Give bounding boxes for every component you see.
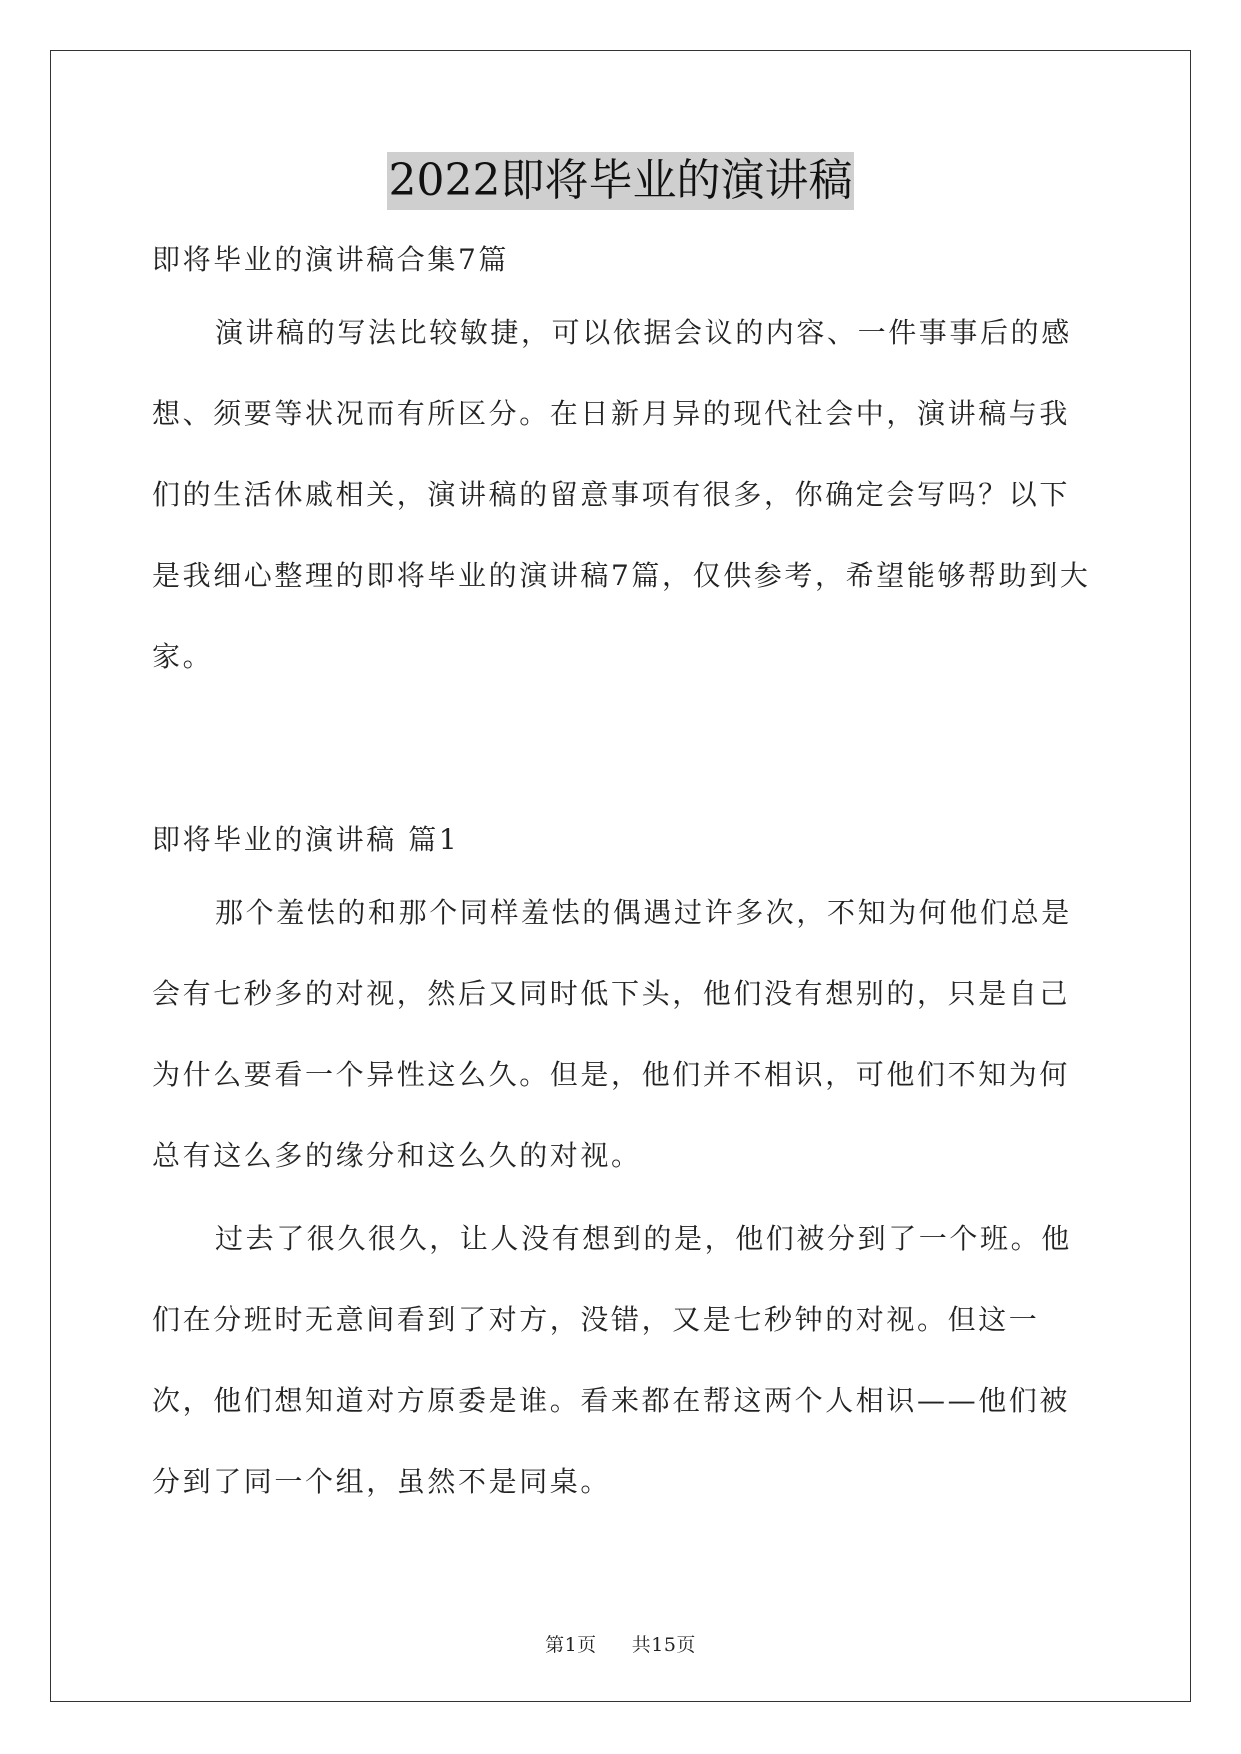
body-paragraph: 那个羞怯的和那个同样羞怯的偶遇过许多次，不知为何他们总是会有七秒多的对视，然后又同时低下头，他们没有想别的，只是自己为什么要看一个异性这么久。但是，他们并不相识，可他们不知为何总有这么多的缘分和这么久的对视。 <box>152 896 1072 1172</box>
body-paragraph: 过去了很久很久，让人没有想到的是，他们被分到了一个班。他们在分班时无意间看到了对方，没错，又是七秒钟的对视。但这一次，他们想知道对方原委是谁。看来都在帮这两个人相识——他们被分到了同一个组，虽然不是同桌。 <box>152 1222 1072 1498</box>
page-number: 第1页 <box>545 1634 597 1656</box>
page-footer <box>0 1630 1241 1657</box>
document-subtitle: 即将毕业的演讲稿合集7篇 <box>152 243 510 276</box>
page-total: 共15页 <box>631 1634 696 1656</box>
section-heading: 即将毕业的演讲稿 篇1 <box>152 823 460 856</box>
title-container <box>0 152 1241 210</box>
intro-paragraph: 演讲稿的写法比较敏捷，可以依据会议的内容、一件事事后的感想、须要等状况而有所区分。在日新月异的现代社会中，演讲稿与我们的生活休戚相关，演讲稿的留意事项有很多，你确定会写吗？以下是我细心整理的即将毕业的演讲稿7篇，仅供参考，希望能够帮助到大家。 <box>152 316 1091 673</box>
document-title: 2022即将毕业的演讲稿 <box>387 152 855 210</box>
